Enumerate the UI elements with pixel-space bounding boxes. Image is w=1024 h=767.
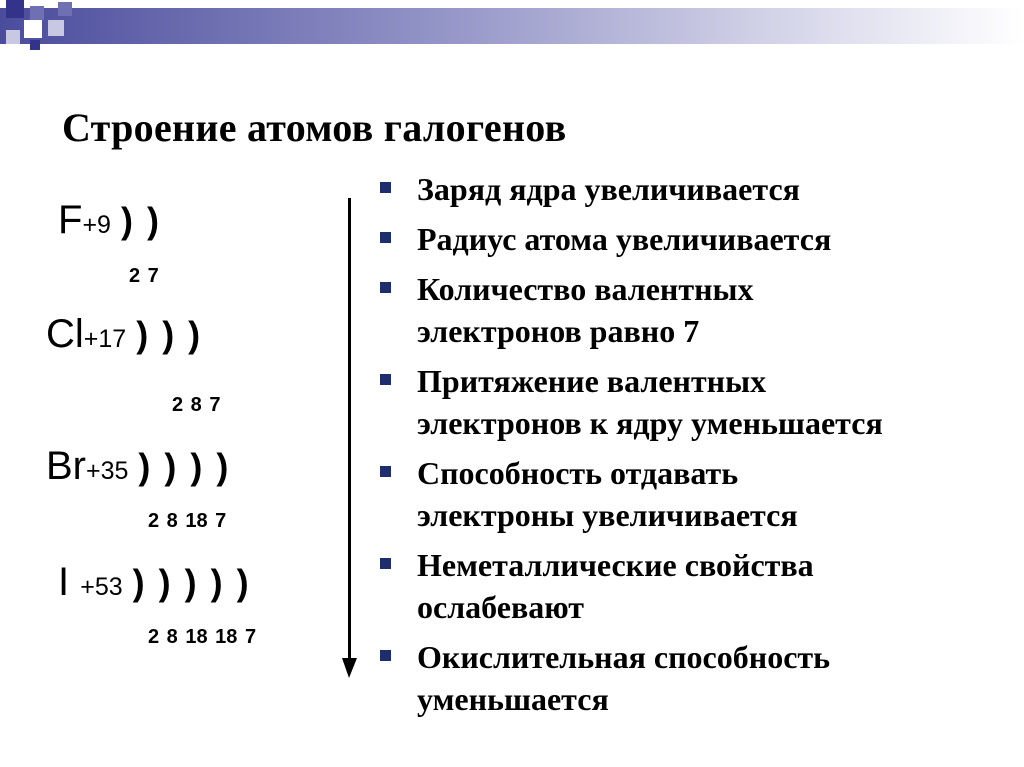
- list-item-line: Радиус атома увеличивается: [417, 221, 832, 257]
- header-square: [30, 6, 44, 20]
- electron-config: 2 8 7: [172, 394, 221, 416]
- list-item-line: Заряд ядра увеличивается: [417, 171, 800, 207]
- list-item-line: Способность отдавать: [417, 455, 739, 491]
- list-item: [380, 218, 1020, 260]
- atom-symbol: Cl: [46, 312, 84, 356]
- list-item-line: уменьшается: [417, 681, 609, 717]
- bullet-icon: [380, 558, 391, 569]
- atom-scheme-cl: [46, 314, 202, 354]
- list-item-line: ослабевают: [417, 589, 584, 625]
- atom-scheme-br: [46, 446, 230, 486]
- atom-scheme-i: [58, 562, 251, 602]
- atom-charge: +53: [80, 573, 123, 601]
- header-square: [30, 40, 40, 50]
- list-item: [380, 544, 1020, 628]
- atom-symbol: F: [58, 198, 83, 242]
- list-item-line: электроны увеличивается: [417, 497, 798, 533]
- list-item: [380, 452, 1020, 536]
- electron-config: 2 8 18 18 7: [148, 626, 257, 648]
- header-square: [6, 0, 24, 18]
- bullet-icon: [380, 282, 391, 293]
- list-item: [380, 168, 1020, 210]
- bullet-icon: [380, 232, 391, 243]
- electron-config: 2 7: [129, 265, 159, 287]
- list-item-line: Неметаллические свойства: [417, 547, 814, 583]
- bullet-icon: [380, 466, 391, 477]
- trend-arrow-head: [342, 658, 357, 678]
- properties-list: [380, 168, 1020, 728]
- header-square: [6, 30, 20, 44]
- header-square: [24, 20, 42, 38]
- list-item: [380, 360, 1020, 444]
- atom-charge: +35: [86, 457, 129, 485]
- list-item-line: электронов к ядру уменьшается: [417, 405, 883, 441]
- bullet-icon: [380, 374, 391, 385]
- electron-shells: ) ) ) ): [138, 446, 231, 487]
- atom-charge: +9: [82, 211, 111, 239]
- atom-symbol: I: [58, 560, 81, 604]
- header-square: [58, 2, 72, 16]
- electron-shells: ) ) ) ) ): [132, 562, 251, 603]
- header-decoration-bar: [0, 0, 1024, 48]
- atom-scheme-f: [58, 200, 161, 240]
- bullet-icon: [380, 182, 391, 193]
- list-item-line: электронов равно 7: [417, 313, 700, 349]
- electron-shells: ) ) ): [136, 314, 203, 355]
- bullet-icon: [380, 650, 391, 661]
- electron-shells: ) ): [120, 200, 161, 241]
- header-square: [48, 20, 64, 36]
- electron-config: 2 8 18 7: [148, 510, 227, 532]
- list-item-line: Количество валентных: [417, 271, 754, 307]
- atom-symbol: Br: [46, 444, 86, 488]
- list-item-line: Притяжение валентных: [417, 363, 767, 399]
- list-item: [380, 636, 1020, 720]
- list-item-line: Окислительная способность: [417, 639, 831, 675]
- trend-arrow-line: [348, 198, 351, 660]
- list-item: [380, 268, 1020, 352]
- atom-charge: +17: [83, 325, 127, 353]
- slide-title: Строение атомов галогенов: [62, 105, 567, 150]
